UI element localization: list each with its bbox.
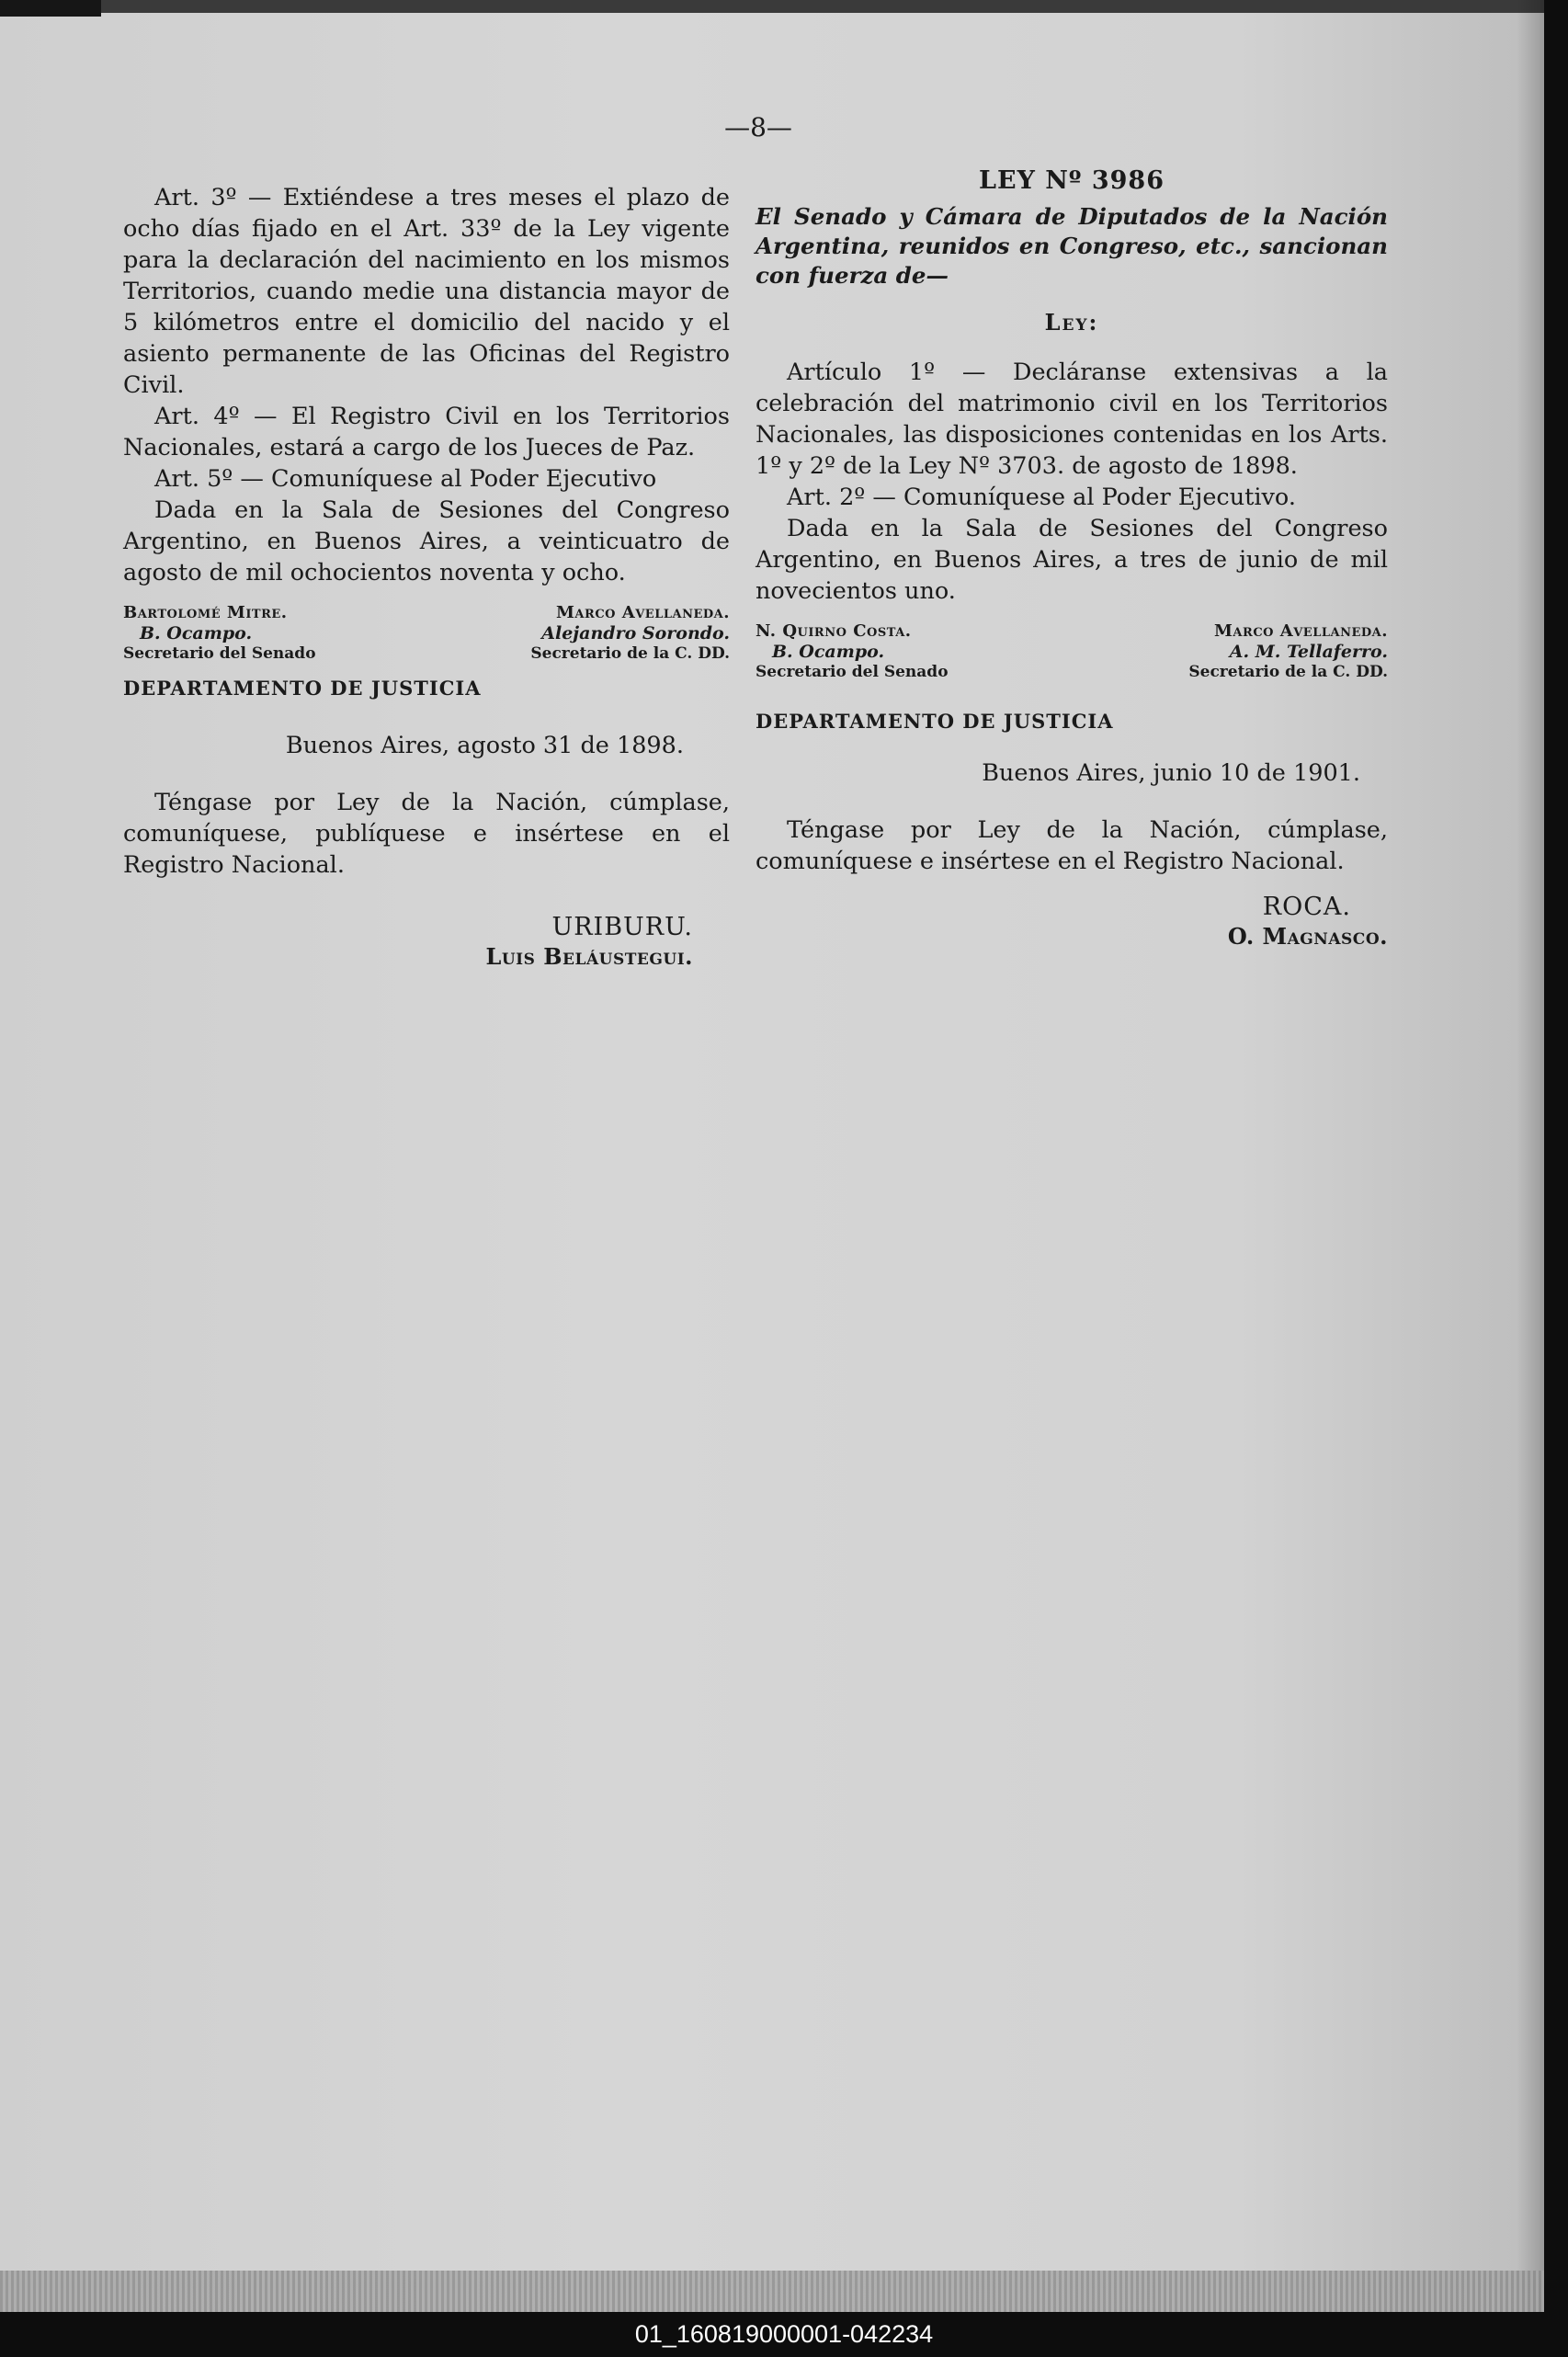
secretary-name: B. Ocampo. bbox=[772, 642, 885, 662]
signature-right bbox=[530, 603, 730, 664]
signer-name: Bartolomé Mitre. bbox=[123, 603, 288, 622]
promulgation-date: Buenos Aires, agosto 31 de 1898. bbox=[285, 732, 684, 759]
president-signature: URIBURU. bbox=[551, 913, 693, 941]
law-heading: Ley: bbox=[1044, 309, 1099, 336]
signature-left bbox=[756, 621, 949, 682]
secretary-name: Alejandro Sorondo. bbox=[541, 623, 730, 643]
promulgation-text: Téngase por Ley de la Nación, cúmplase, comuníquese e insértese en el Registro Nacional. bbox=[756, 816, 1388, 875]
promulgation-text: Téngase por Ley de la Nación, cúmplase, comuníquese, publíquese e insértese en el Registro Nacional. bbox=[123, 789, 730, 879]
secretary-name: B. Ocampo. bbox=[140, 623, 253, 643]
scan-identifier: 01_160819000001-042234 bbox=[634, 2320, 934, 2348]
minister-signature: Luis Beláustegui. bbox=[485, 943, 693, 970]
department-heading: DEPARTAMENTO DE JUSTICIA bbox=[123, 677, 482, 700]
article-1: Artículo 1º — Decláranse extensivas a la celebración del matrimonio civil en los Territorios Nacionales, las disposiciones contenidas en los Arts. 1º y 2º de la Ley Nº 3703. de agosto de 1898. bbox=[756, 359, 1388, 480]
signature-block bbox=[123, 603, 730, 664]
signature-block bbox=[756, 621, 1388, 682]
signer-name: Marco Avellaneda. bbox=[1214, 621, 1388, 641]
signature-left bbox=[123, 603, 316, 664]
article-3: Art. 3º — Extiéndese a tres meses el plazo de ocho días fijado en el Art. 33º de la Ley vigente para la declaración del nacimiento en los mismos Territorios, cuando medie una distancia mayor de 5 kilómetros entre el domicilio del nacido y el asiento permanente de las Oficinas del Registro Civil. bbox=[123, 184, 730, 399]
enacting-clause: El Senado y Cámara de Diputados de la Nación Argentina, reunidos en Congreso, etc., sancionan con fuerza de— bbox=[756, 203, 1388, 289]
signer-name: N. Quirno Costa. bbox=[756, 621, 912, 641]
page-number: —8— bbox=[724, 112, 792, 142]
article-5: Art. 5º — Comuníquese al Poder Ejecutivo bbox=[154, 465, 657, 493]
executive-signers bbox=[123, 912, 730, 971]
promulgation-date: Buenos Aires, junio 10 de 1901. bbox=[982, 759, 1360, 787]
right-column bbox=[756, 165, 1388, 951]
signature-right bbox=[1188, 621, 1388, 682]
signer-name: Marco Avellaneda. bbox=[556, 603, 730, 622]
given-in-clause: Dada en la Sala de Sesiones del Congreso Argentino, en Buenos Aires, a veinticuatro de agosto de mil ochocientos noventa y ocho. bbox=[123, 496, 730, 586]
binding-strip bbox=[0, 2271, 1544, 2312]
secretary-name: A. M. Tellaferro. bbox=[1229, 642, 1388, 662]
corner-mark bbox=[0, 0, 101, 17]
secretary-title: Secretario del Senado bbox=[756, 663, 949, 681]
president-signature: ROCA. bbox=[1262, 893, 1351, 921]
given-in-clause: Dada en la Sala de Sesiones del Congreso Argentino, en Buenos Aires, a tres de junio de mil novecientos uno. bbox=[756, 515, 1388, 605]
left-column bbox=[123, 182, 730, 971]
page-edge-shadow bbox=[1517, 0, 1544, 2312]
top-edge bbox=[0, 0, 1544, 13]
secretary-title: Secretario del Senado bbox=[123, 644, 316, 663]
law-title: LEY Nº 3986 bbox=[979, 166, 1165, 195]
secretary-title: Secretario de la C. DD. bbox=[1188, 663, 1388, 681]
minister-signature: O. Magnasco. bbox=[1227, 923, 1388, 950]
executive-signers bbox=[756, 892, 1388, 951]
article-2: Art. 2º — Comuníquese al Poder Ejecutivo. bbox=[787, 484, 1296, 511]
article-4: Art. 4º — El Registro Civil en los Territorios Nacionales, estará a cargo de los Jueces de Paz. bbox=[123, 403, 730, 461]
secretary-title: Secretario de la C. DD. bbox=[530, 644, 730, 663]
department-heading: DEPARTAMENTO DE JUSTICIA bbox=[756, 710, 1114, 733]
